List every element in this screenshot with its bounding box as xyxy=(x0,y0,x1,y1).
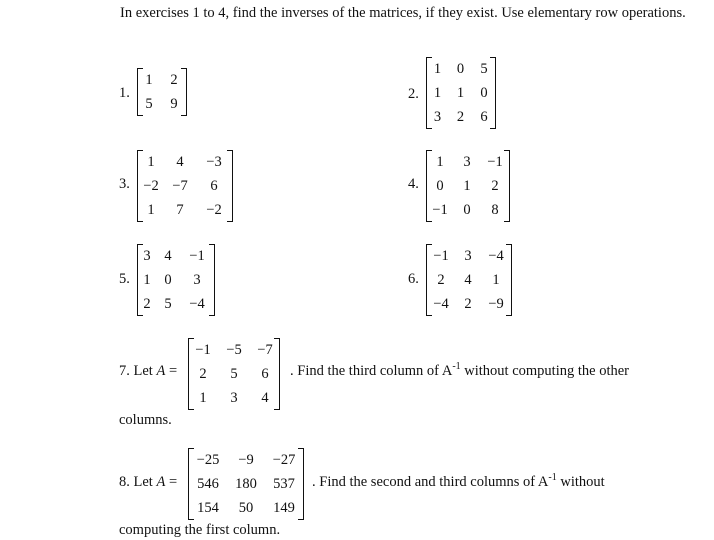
problem-8-lead: 8. Let A = xyxy=(119,474,178,490)
problem-8-text: . Find the second and third columns of $A^{-1}$ without xyxy=(312,472,605,490)
problem-8-continuation: computing the first column. xyxy=(119,522,281,538)
problem-7-lead: 7. Let A = xyxy=(119,363,178,379)
instructions-text: In exercises 1 to 4, find the inverses of the matrices, if they exist. Use elementary row operations. xyxy=(120,5,686,21)
exercise-1-label: 1. xyxy=(119,85,130,101)
exercise-6-label: 6. xyxy=(408,271,419,287)
problem-7-matrix: −1 −5 −7 2 5 6 1 3 4 xyxy=(188,338,280,410)
exercise-3-matrix: 1 4 −3 −2 −7 6 1 7 −2 xyxy=(137,150,233,222)
left-bracket xyxy=(137,68,143,116)
problem-7-continuation: columns. xyxy=(119,412,172,428)
problem-8-matrix: −25 −9 −27 546 180 537 154 50 149 xyxy=(188,448,304,520)
exercise-1-matrix: 1 2 5 9 xyxy=(137,68,187,116)
exercise-5-label: 5. xyxy=(119,271,130,287)
exercise-5-matrix: 3 4 −1 1 0 3 2 5 −4 xyxy=(137,244,215,316)
exercise-3-label: 3. xyxy=(119,176,130,192)
exercise-2-label: 2. xyxy=(408,86,419,102)
right-bracket xyxy=(181,68,187,116)
problem-7-text: . Find the third column of $A^{-1}$ without computing the other xyxy=(290,361,629,379)
exercise-6-matrix: −1 3 −4 2 4 1 −4 2 −9 xyxy=(426,244,512,316)
exercise-4-matrix: 1 3 −1 0 1 2 −1 0 8 xyxy=(426,150,510,222)
exercise-2-matrix: 1 0 5 1 1 0 3 2 6 xyxy=(426,57,496,129)
exercise-4-label: 4. xyxy=(408,176,419,192)
